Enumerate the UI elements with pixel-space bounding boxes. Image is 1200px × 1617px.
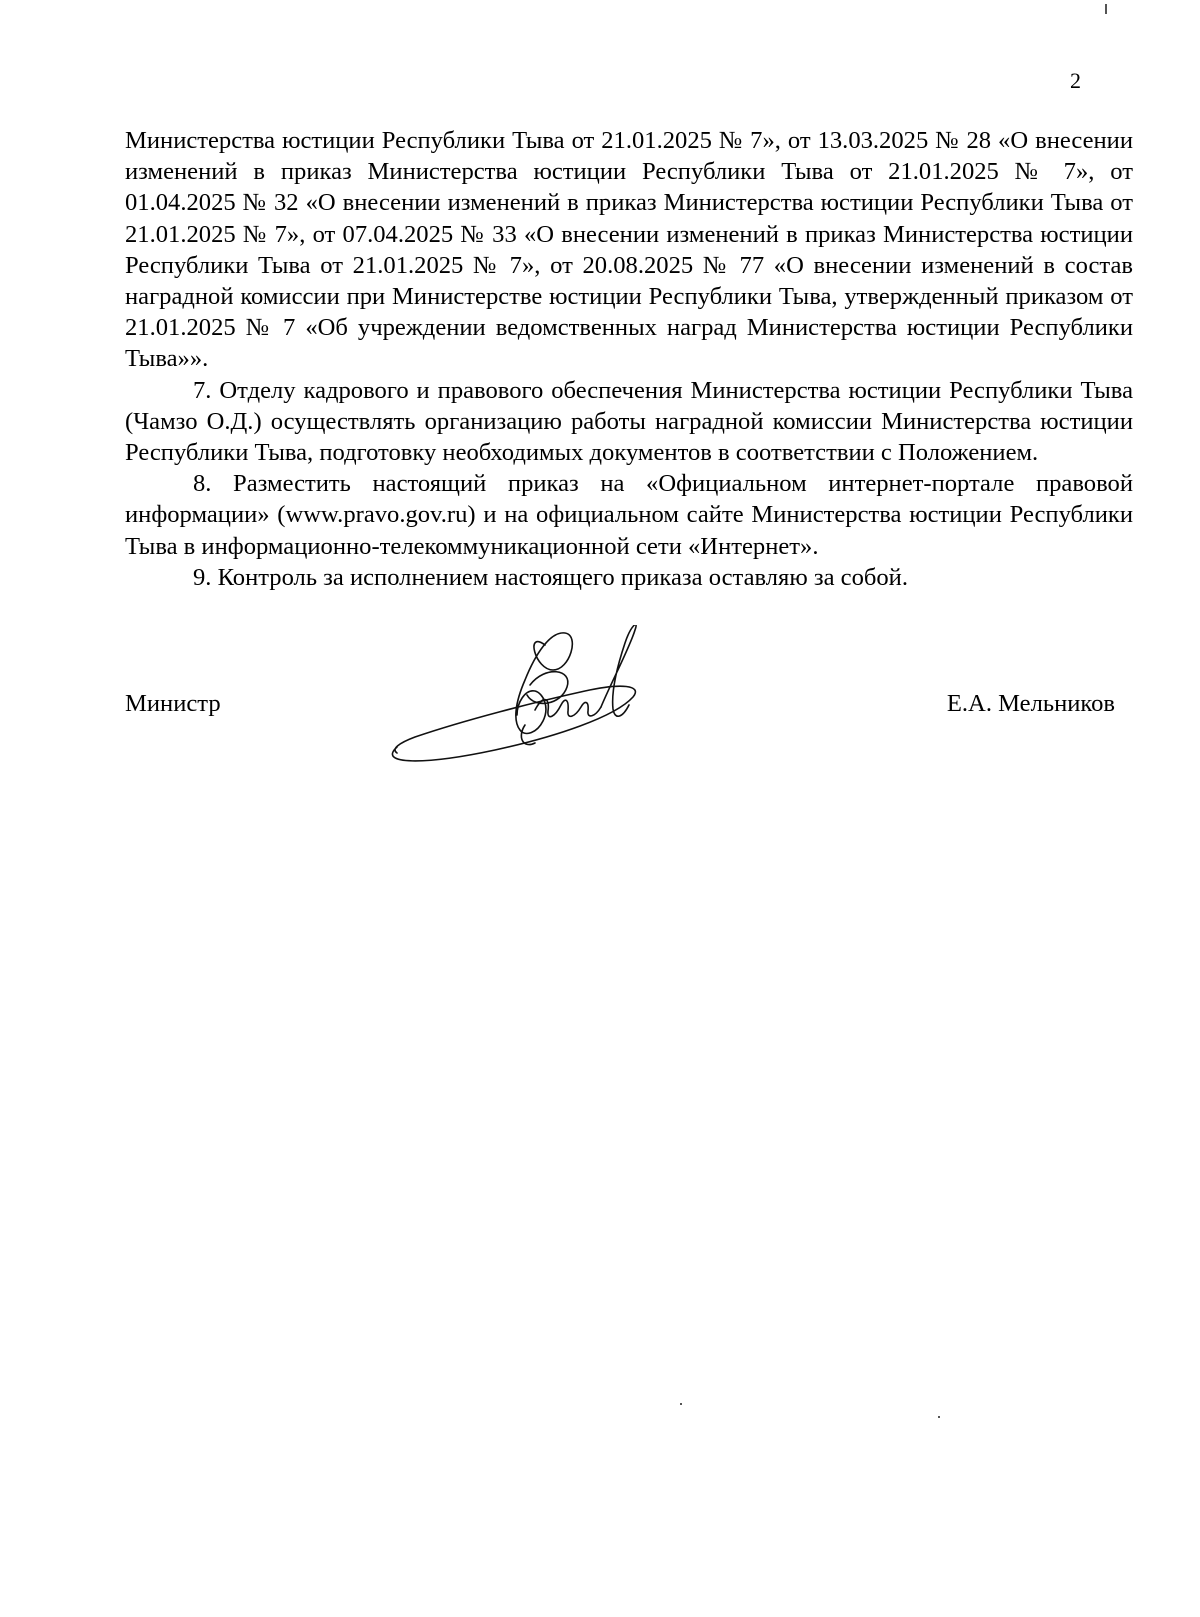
signer-name: Е.А. Мельников <box>946 690 1115 717</box>
signature-ascender-stroke <box>601 625 636 716</box>
page-number: 2 <box>1070 68 1081 93</box>
scan-speck <box>938 1416 940 1418</box>
scan-speck <box>680 1403 682 1405</box>
document-body <box>125 125 1133 593</box>
signature-inner-loop <box>527 672 568 704</box>
paragraph-item-9: 9. Контроль за исполнением настоящего приказа оставляю за собой. <box>193 563 908 591</box>
paragraph-item-8: 8. Разместить настоящий приказ на «Официальном интернет-портале правовой информации» (www.pravo.gov.ru) и на официальном сайте Министерства юстиции Республики Тыва в информационно-телекоммуникационной сети «Интернет». <box>125 470 1133 560</box>
paragraph-item-7: 7. Отделу кадрового и правового обеспечения Министерства юстиции Республики Тыва (Чамзо О.Д.) осуществлять организацию работы наградной комиссии Министерства юстиции Республики Тыва, подготовку необходимых документов в соответствии с Положением. <box>125 376 1133 467</box>
paragraph-continuation: Министерства юстиции Республики Тыва от 21.01.2025 № 7», от 13.03.2025 № 28 «О внесении изменений в приказ Министерства юстиции Республики Тыва от 21.01.2025 № 7», от 01.04.2025 № 32 «О внесении изменений в приказ Министерства юстиции Республики Тыва от 21.01.2025 № 7», от 07.04.2025 № 33 «О внесении изменений в приказ Министерства юстиции Республики Тыва от 21.01.2025 № 7», от 20.08.2025 № 77 «О внесении изменений в состав наградной комиссии при Министерстве юстиции Республики Тыва, утвержденный приказом от 21.01.2025 № 7 «Об учреждении ведомственных наград Министерства юстиции Республики Тыва»». <box>125 127 1133 373</box>
signature-loop-stroke <box>392 686 635 761</box>
scan-speck <box>1105 4 1107 14</box>
signer-title: Министр <box>125 690 221 717</box>
signature-main-stroke <box>516 633 572 734</box>
handwritten-signature <box>385 625 695 790</box>
